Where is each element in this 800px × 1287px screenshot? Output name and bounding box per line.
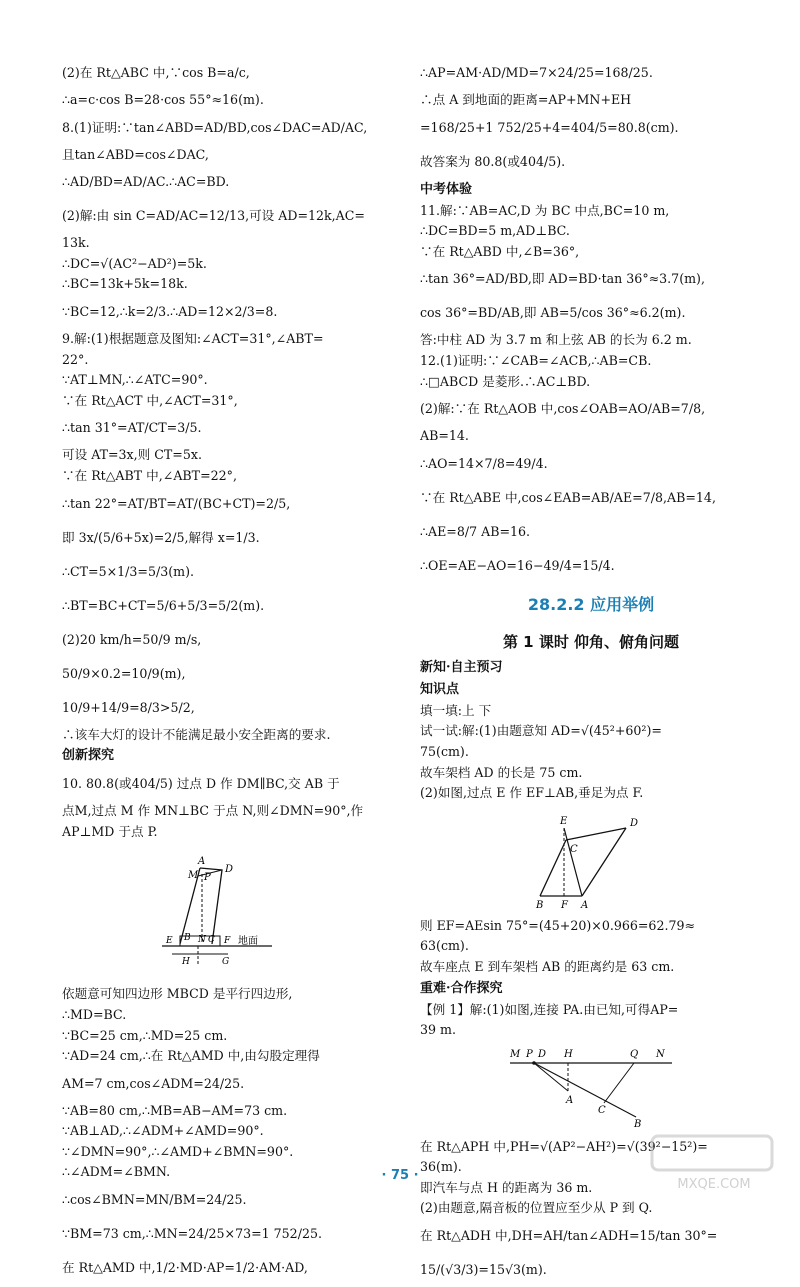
right-text-line: 中考体验 bbox=[420, 181, 473, 197]
left-text-line: 13k. bbox=[62, 235, 90, 251]
right-text-line: 则 EF=AEsin 75°=(45+20)×0.966=62.79≈ bbox=[420, 917, 696, 933]
svg-text:F: F bbox=[561, 899, 568, 911]
svg-text:B: B bbox=[634, 1118, 642, 1130]
right-text-line: 故车架档 AD 的长是 75 cm. bbox=[420, 764, 583, 780]
right-text-line: 故车座点 E 到车架档 AB 的距离约是 63 cm. bbox=[420, 958, 675, 974]
right-text-line: 知识点 bbox=[420, 681, 460, 697]
left-column bbox=[62, 56, 392, 1285]
svg-text:D: D bbox=[630, 817, 639, 829]
left-text-line: 22°. bbox=[62, 351, 89, 367]
right-text-line: ∴□ABCD 是菱形.∴AC⊥BD. bbox=[420, 373, 591, 389]
left-text-line: ∵AB=80 cm,∴MB=AB−AM=73 cm. bbox=[62, 1102, 288, 1118]
right-text-line: AB=14. bbox=[420, 428, 469, 444]
page-number: · 75 · bbox=[381, 1168, 419, 1183]
left-text-line: AP⊥MD 于点 P. bbox=[62, 823, 158, 839]
right-text-line: 63(cm). bbox=[420, 938, 469, 954]
left-text-line: ∵BC=25 cm,∴MD=25 cm. bbox=[62, 1027, 228, 1043]
left-text-line: 且tan∠ABD=cos∠DAC, bbox=[62, 146, 209, 162]
left-text-line: 10/9+14/9=8/3>5/2, bbox=[62, 699, 195, 715]
svg-text:F: F bbox=[224, 936, 231, 947]
svg-text:A: A bbox=[581, 899, 589, 911]
right-text-line: 75(cm). bbox=[420, 743, 469, 759]
svg-text:C: C bbox=[598, 1104, 606, 1116]
left-text-line: ∴tan 31°=AT/CT=3/5. bbox=[62, 420, 202, 436]
diagram-road-noise bbox=[506, 1047, 676, 1131]
right-text-line: ∴AO=14×7/8=49/4. bbox=[420, 455, 548, 471]
right-text-line: ∴tan 36°=AD/BD,即 AD=BD·tan 36°≈3.7(m), bbox=[420, 271, 705, 287]
svg-text:B: B bbox=[184, 933, 191, 944]
right-text-line: ∴AP=AM·AD/MD=7×24/25=168/25. bbox=[420, 65, 653, 80]
right-text-line: 12.(1)证明:∵∠CAB=∠ACB,∴AB=CB. bbox=[420, 352, 652, 368]
left-text-line: (2)解:由 sin C=AD/AC=12/13,可设 AD=12k,AC= bbox=[62, 208, 365, 224]
svg-text:A: A bbox=[566, 1094, 574, 1106]
right-text-line: 39 m. bbox=[420, 1022, 456, 1038]
right-text-line: 即汽车与点 H 的距离为 36 m. bbox=[420, 1179, 593, 1195]
left-text-line: ∴CT=5×1/3=5/3(m). bbox=[62, 563, 195, 579]
left-text-line: ∴cos∠BMN=MN/BM=24/25. bbox=[62, 1192, 247, 1208]
right-text-line: 15/(√3/3)=15√3(m). bbox=[420, 1262, 547, 1278]
right-text-line: 28.2.2 应用举例 bbox=[527, 594, 655, 614]
left-text-line: ∵AB⊥AD,∴∠ADM+∠AMD=90°. bbox=[62, 1123, 264, 1139]
left-text-line: 依题意可知四边形 MBCD 是平行四边形, bbox=[62, 986, 293, 1002]
svg-text:地面: 地面 bbox=[238, 936, 258, 948]
left-text-line: 在 Rt△AMD 中,1/2·MD·AP=1/2·AM·AD, bbox=[62, 1260, 308, 1276]
left-text-line: ∴BC=13k+5k=18k. bbox=[62, 276, 188, 292]
right-text-line: (2)由题意,隔音板的位置应至少从 P 到 Q. bbox=[420, 1200, 653, 1216]
left-text-line: 即 3x/(5/6+5x)=2/5,解得 x=1/3. bbox=[62, 529, 260, 545]
svg-text:P: P bbox=[526, 1048, 533, 1060]
svg-text:C: C bbox=[570, 843, 578, 855]
right-text-line: 【例 1】解:(1)如图,连接 PA.由已知,可得AP= bbox=[420, 1001, 679, 1017]
right-text-line: (2)解:∵在 Rt△AOB 中,cos∠OAB=AO/AB=7/8, bbox=[420, 401, 706, 417]
left-text-line: ∵AT⊥MN,∴∠ATC=90°. bbox=[62, 372, 208, 388]
left-text-line: ∵∠DMN=90°,∴∠AMD+∠BMN=90°. bbox=[62, 1143, 294, 1159]
label: A bbox=[198, 856, 206, 868]
left-text-line: ∴该车大灯的设计不能满足最小安全距离的要求. bbox=[62, 726, 331, 742]
left-text-line: 8.(1)证明:∵tan∠ABD=AD/BD,cos∠DAC=AD/AC, bbox=[62, 119, 368, 135]
left-text-line: ∵在 Rt△ABT 中,∠ABT=22°, bbox=[62, 467, 237, 483]
svg-text:E: E bbox=[166, 936, 173, 947]
right-text-line: ∵在 Rt△ABE 中,cos∠EAB=AB/AE=7/8,AB=14, bbox=[420, 489, 716, 505]
left-text-line: 可设 AT=3x,则 CT=5x. bbox=[62, 447, 202, 463]
left-text-line: ∵在 Rt△ACT 中,∠ACT=31°, bbox=[62, 392, 238, 408]
left-text-line: 9.解:(1)根据题意及图知:∠ACT=31°,∠ABT= bbox=[62, 330, 324, 346]
right-text-line: 重难·合作探究 bbox=[420, 980, 503, 996]
svg-text:N: N bbox=[656, 1048, 665, 1060]
right-column bbox=[420, 56, 762, 1287]
left-text-line: (2)在 Rt△ABC 中,∵cos B=a/c, bbox=[62, 65, 250, 80]
right-text-line: (2)如图,过点 E 作 EF⊥AB,垂足为点 F. bbox=[420, 785, 644, 801]
svg-text:Q: Q bbox=[630, 1048, 639, 1060]
left-text-line: ∴DC=√(AC²−AD²)=5k. bbox=[62, 255, 207, 271]
svg-text:H: H bbox=[182, 957, 190, 968]
right-text-line: 答:中柱 AD 为 3.7 m 和上弦 AB 的长为 6.2 m. bbox=[420, 332, 692, 348]
svg-text:H: H bbox=[564, 1048, 573, 1060]
svg-text:G: G bbox=[222, 957, 230, 968]
diagram-bicycle-frame bbox=[142, 848, 312, 978]
left-text-line: ∴AD/BD=AD/AC.∴AC=BD. bbox=[62, 174, 230, 190]
right-text-line: ∴OE=AE−AO=16−49/4=15/4. bbox=[420, 557, 615, 573]
svg-text:P: P bbox=[204, 872, 211, 884]
right-text-line: 填一填:上 下 bbox=[420, 702, 492, 718]
left-text-line: 点M,过点 M 作 MN⊥BC 于点 N,则∠DMN=90°,作 bbox=[62, 803, 364, 819]
right-text-line: 故答案为 80.8(或404/5). bbox=[420, 153, 566, 169]
svg-text:D: D bbox=[538, 1048, 547, 1060]
watermark-text: MXQE.COM bbox=[677, 1177, 751, 1192]
right-text-line: cos 36°=BD/AB,即 AB=5/cos 36°≈6.2(m). bbox=[420, 305, 686, 321]
diagram-bike-geometry bbox=[526, 810, 656, 910]
right-text-line: 在 Rt△APH 中,PH=√(AP²−AH²)=√(39²−15²)= bbox=[420, 1138, 708, 1154]
left-text-line: (2)20 km/h=50/9 m/s, bbox=[62, 631, 202, 647]
right-text-line: ∴AE=8/7 AB=16. bbox=[420, 523, 531, 539]
left-text-line: ∵BM=73 cm,∴MN=24/25×73=1 752/25. bbox=[62, 1226, 322, 1242]
left-text-line: ∴a=c·cos B=28·cos 55°≈16(m). bbox=[62, 92, 264, 107]
svg-text:B: B bbox=[536, 899, 544, 911]
right-text-line: 在 Rt△ADH 中,DH=AH/tan∠ADH=15/tan 30°= bbox=[420, 1228, 718, 1244]
right-text-line: ∴点 A 到地面的距离=AP+MN+EH bbox=[420, 92, 632, 107]
left-text-line: ∴MD=BC. bbox=[62, 1006, 127, 1022]
left-text-line: ∵AD=24 cm,∴在 Rt△AMD 中,由勾股定理得 bbox=[62, 1048, 320, 1064]
right-text-line: =168/25+1 752/25+4=404/5=80.8(cm). bbox=[420, 119, 679, 135]
left-text-line: ∵BC=12,∴k=2/3.∴AD=12×2/3=8. bbox=[62, 303, 278, 319]
left-text-line: ∴∠ADM=∠BMN. bbox=[62, 1164, 171, 1180]
right-text-line: 新知·自主预习 bbox=[420, 659, 503, 675]
watermark-logo bbox=[650, 1132, 780, 1194]
right-text-line: 试一试:解:(1)由题意知 AD=√(45²+60²)= bbox=[420, 723, 662, 739]
left-text-line: ∴BT=BC+CT=5/6+5/3=5/2(m). bbox=[62, 597, 265, 613]
left-text-line: 创新探究 bbox=[62, 748, 115, 764]
svg-text:E: E bbox=[560, 815, 568, 827]
right-text-line: 第 1 课时 仰角、俯角问题 bbox=[502, 632, 680, 651]
right-text-line: 36(m). bbox=[420, 1159, 462, 1175]
right-text-line: ∴DC=BD=5 m,AD⊥BC. bbox=[420, 223, 570, 239]
svg-text:M: M bbox=[188, 870, 199, 882]
left-text-line: ∴tan 22°=AT/BT=AT/(BC+CT)=2/5, bbox=[62, 495, 291, 511]
right-text-line: ∵在 Rt△ABD 中,∠B=36°, bbox=[420, 243, 580, 259]
svg-text:N: N bbox=[198, 935, 206, 946]
svg-text:D: D bbox=[225, 864, 234, 876]
left-text-line: 10. 80.8(或404/5) 过点 D 作 DM∥BC,交 AB 于 bbox=[62, 776, 340, 792]
right-text-line: 11.解:∵AB=AC,D 为 BC 中点,BC=10 m, bbox=[420, 202, 670, 218]
left-text-line: AM=7 cm,cos∠ADM=24/25. bbox=[62, 1075, 245, 1091]
svg-text:C: C bbox=[208, 935, 215, 946]
left-text-line: 50/9×0.2=10/9(m), bbox=[62, 665, 186, 681]
svg-text:M: M bbox=[510, 1048, 521, 1060]
